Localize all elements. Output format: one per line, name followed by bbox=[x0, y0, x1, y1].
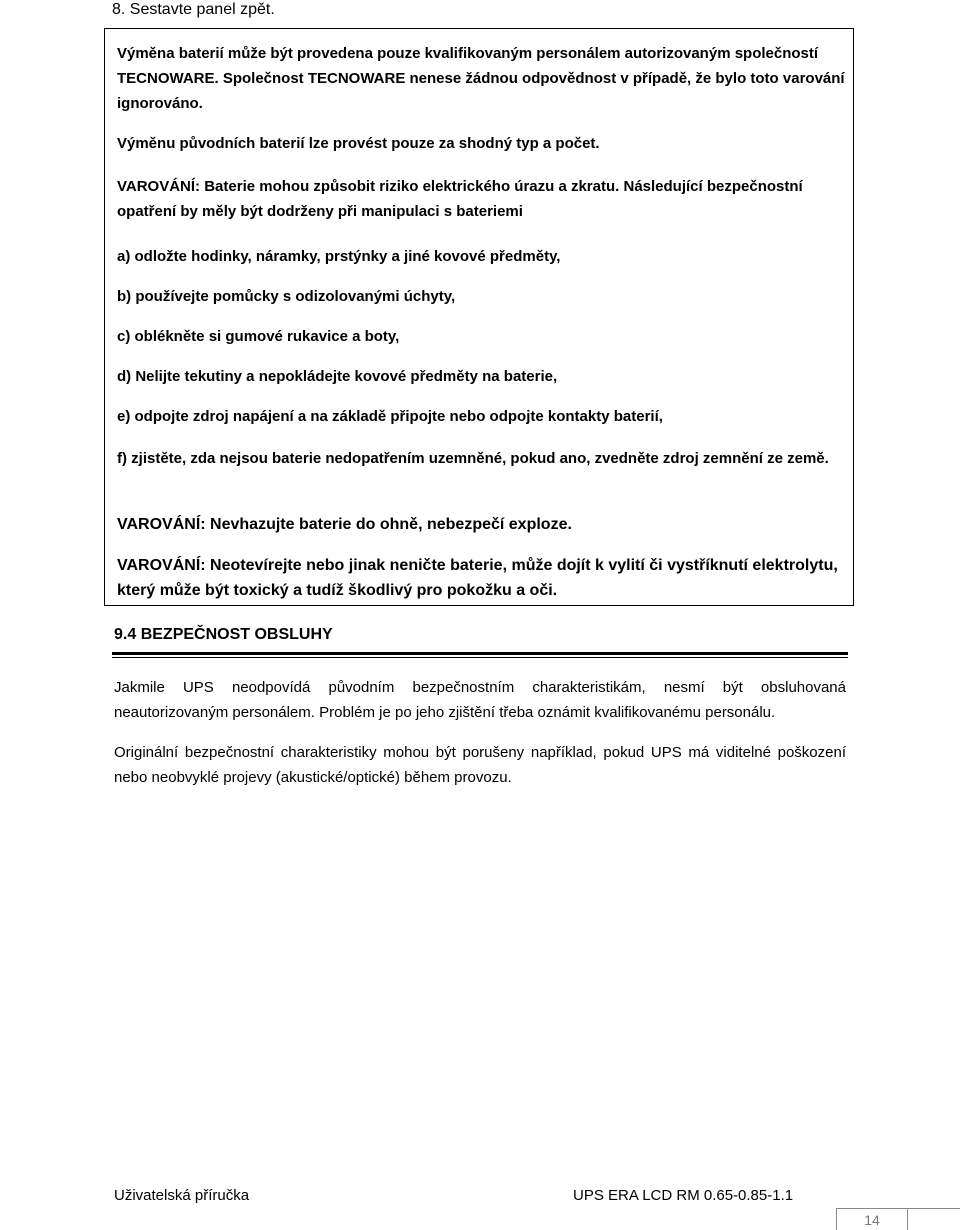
footer-product-name: UPS ERA LCD RM 0.65-0.85-1.1 bbox=[573, 1187, 794, 1204]
precaution-item: c) oblékněte si gumové rukavice a boty, bbox=[117, 328, 400, 345]
section-paragraph: Originální bezpečnostní charakteristiky mohou být porušeny například, pokud UPS má viditelné poškození nebo neobvyklé projevy (akustické/optické) během provozu. bbox=[114, 744, 846, 786]
step-instruction: 8. Sestavte panel zpět. bbox=[112, 1, 275, 18]
warning-box-electrical-warning: VAROVÁNÍ: Baterie mohou způsobit riziko elektrického úrazu a zkratu. Následující bezpečnostní opatření by měly být dodrženy při manipulaci s bateriemi bbox=[117, 178, 803, 220]
precaution-item: e) odpojte zdroj napájení a na základě připojte nebo odpojte kontakty baterií, bbox=[117, 408, 663, 425]
precaution-item: b) používejte pomůcky s odizolovanými úchyty, bbox=[117, 288, 456, 305]
warning-box bbox=[104, 28, 854, 606]
precaution-item: f) zjistěte, zda nejsou baterie nedopatřením uzemněné, pokud ano, zvedněte zdroj zemnění ze země. bbox=[117, 450, 829, 467]
warning-box-replacement-text: Výměnu původních baterií lze provést pouze za shodný typ a počet. bbox=[117, 135, 600, 152]
section-paragraph: Jakmile UPS neodpovídá původním bezpečnostním charakteristikám, nesmí být obsluhovaná neautorizovaným personálem. Problém je po jeho zjištění třeba oznámit kvalifikovanému personálu. bbox=[114, 679, 846, 721]
warning-electrolyte: VAROVÁNÍ: Neotevírejte nebo jinak neničte baterie, může dojít k vylití či vystříknutí elektrolytu, který může být toxický a tudíž škodlivý pro pokožku a oči. bbox=[117, 557, 838, 599]
precaution-item: a) odložte hodinky, náramky, prstýnky a jiné kovové předměty, bbox=[117, 248, 561, 265]
section-divider-thin bbox=[112, 657, 848, 658]
page-number: 14 bbox=[864, 1212, 880, 1228]
warning-box-authorization-text: Výměna baterií může být provedena pouze kvalifikovaným personálem autorizovaným společností TECNOWARE. Společnost TECNOWARE nenese žádnou odpovědnost v případě, že bylo toto varování ignorováno. bbox=[117, 45, 845, 112]
precaution-item: d) Nelijte tekutiny a nepokládejte kovové předměty na baterie, bbox=[117, 368, 558, 385]
warning-fire: VAROVÁNÍ: Nevhazujte baterie do ohně, nebezpečí exploze. bbox=[117, 516, 572, 533]
footer-manual-title: Uživatelská příručka bbox=[114, 1187, 250, 1204]
section-title: 9.4 BEZPEČNOST OBSLUHY bbox=[114, 626, 333, 643]
section-divider bbox=[112, 652, 848, 655]
